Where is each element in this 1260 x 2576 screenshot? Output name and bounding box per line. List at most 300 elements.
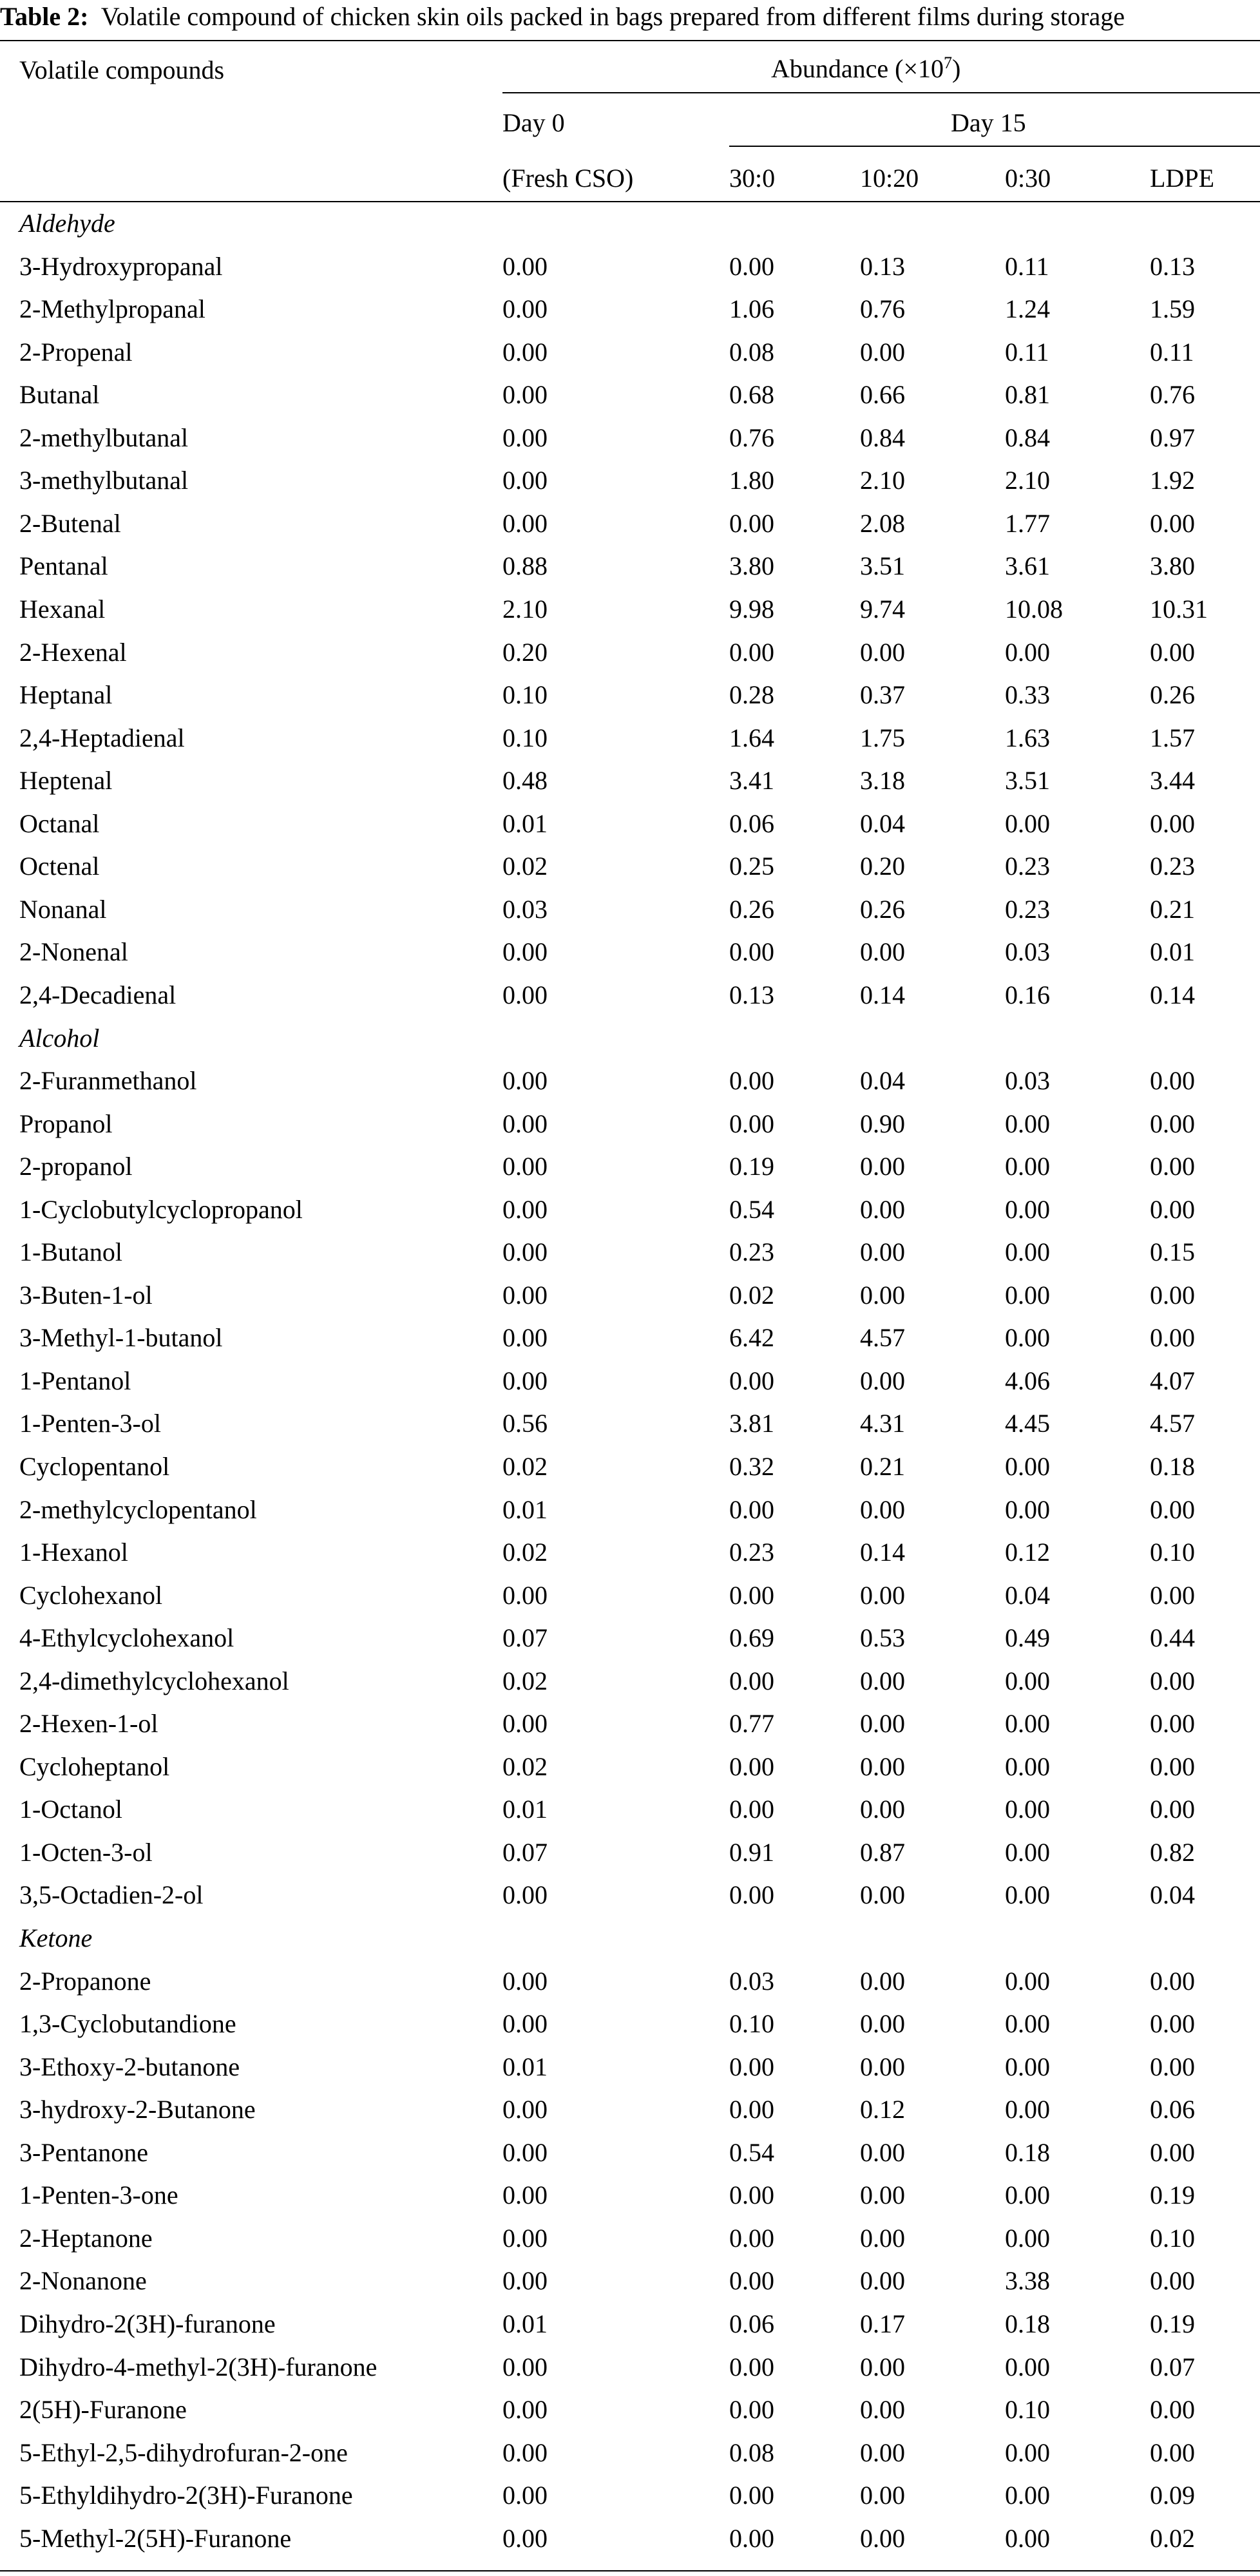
- abundance-rule: [502, 92, 1260, 93]
- value-day0: 0.00: [502, 2266, 548, 2296]
- value-30-0: 0.00: [729, 2481, 774, 2510]
- compound-name: 2-Butenal: [19, 508, 121, 538]
- value-10-20: 0.76: [860, 294, 905, 324]
- value-0-30: 0.18: [1005, 2309, 1050, 2338]
- value-30-0: 1.80: [729, 466, 774, 495]
- value-30-0: 0.00: [729, 1880, 774, 1910]
- compound-name: Heptenal: [19, 766, 113, 796]
- value-10-20: 0.00: [860, 2223, 905, 2253]
- value-ldpe: 0.11: [1150, 337, 1194, 367]
- value-0-30: 4.06: [1005, 1366, 1050, 1395]
- compound-name: 2-Methylpropanal: [19, 294, 205, 324]
- value-30-0: 0.91: [729, 1837, 774, 1867]
- value-day0: 0.00: [502, 294, 548, 324]
- col-header-day0: Day 0: [502, 108, 565, 137]
- value-ldpe: 0.00: [1150, 1666, 1195, 1695]
- value-10-20: 0.00: [860, 1152, 905, 1181]
- value-10-20: 2.10: [860, 466, 905, 495]
- value-0-30: 0.11: [1005, 251, 1049, 281]
- value-10-20: 0.04: [860, 808, 905, 838]
- compound-name: Octanal: [19, 808, 100, 838]
- value-0-30: 0.00: [1005, 1237, 1050, 1267]
- value-30-0: 3.81: [729, 1409, 774, 1438]
- value-day0: 0.88: [502, 551, 548, 581]
- value-30-0: 0.00: [729, 2395, 774, 2424]
- value-0-30: 0.12: [1005, 1538, 1050, 1567]
- compound-name: 2-Heptanone: [19, 2223, 153, 2253]
- value-10-20: 0.17: [860, 2309, 905, 2338]
- value-30-0: 0.03: [729, 1966, 774, 1996]
- value-ldpe: 3.44: [1150, 766, 1195, 796]
- compound-name: 2-Furanmethanol: [19, 1066, 197, 1095]
- value-10-20: 0.14: [860, 1538, 905, 1567]
- value-10-20: 0.00: [860, 1280, 905, 1310]
- value-0-30: 0.11: [1005, 337, 1049, 367]
- value-10-20: 0.00: [860, 1237, 905, 1267]
- value-0-30: 0.23: [1005, 894, 1050, 924]
- value-ldpe: 0.01: [1150, 937, 1195, 967]
- value-0-30: 0.00: [1005, 1451, 1050, 1481]
- value-ldpe: 1.92: [1150, 466, 1195, 495]
- value-day0: 0.00: [502, 937, 548, 967]
- col-header-fresh: (Fresh CSO): [502, 164, 634, 193]
- value-ldpe: 0.00: [1150, 1280, 1195, 1310]
- compound-name: Octenal: [19, 852, 100, 881]
- col-header-ldpe: LDPE: [1150, 164, 1214, 193]
- value-day0: 0.07: [502, 1837, 548, 1867]
- value-day0: 0.00: [502, 337, 548, 367]
- value-0-30: 0.49: [1005, 1623, 1050, 1653]
- value-30-0: 3.41: [729, 766, 774, 796]
- value-day0: 0.00: [502, 2438, 548, 2467]
- compound-name: 2,4-Heptadienal: [19, 723, 185, 752]
- compound-name: 4-Ethylcyclohexanol: [19, 1623, 234, 1653]
- value-day0: 0.00: [502, 1880, 548, 1910]
- value-day0: 0.00: [502, 1109, 548, 1138]
- value-30-0: 0.25: [729, 852, 774, 881]
- compound-name: 1-Octanol: [19, 1795, 122, 1824]
- value-10-20: 0.66: [860, 380, 905, 410]
- value-ldpe: 0.76: [1150, 380, 1195, 410]
- category-label: Alcohol: [19, 1023, 100, 1053]
- value-10-20: 0.12: [860, 2095, 905, 2124]
- value-30-0: 0.10: [729, 2009, 774, 2039]
- value-ldpe: 0.10: [1150, 2223, 1195, 2253]
- col-header-day15: Day 15: [951, 108, 1026, 137]
- value-10-20: 0.00: [860, 2052, 905, 2081]
- value-30-0: 0.06: [729, 808, 774, 838]
- compound-name: 1-Butanol: [19, 1237, 122, 1267]
- value-0-30: 1.24: [1005, 294, 1050, 324]
- value-30-0: 0.26: [729, 894, 774, 924]
- value-day0: 0.00: [502, 2352, 548, 2381]
- value-0-30: 0.00: [1005, 1109, 1050, 1138]
- value-0-30: 0.00: [1005, 1751, 1050, 1781]
- value-day0: 0.00: [502, 980, 548, 1009]
- compound-name: 3,5-Octadien-2-ol: [19, 1880, 204, 1910]
- value-10-20: 0.00: [860, 2395, 905, 2424]
- value-day0: 0.00: [502, 466, 548, 495]
- value-day0: 0.00: [502, 1237, 548, 1267]
- value-ldpe: 4.07: [1150, 1366, 1195, 1395]
- value-10-20: 0.00: [860, 1966, 905, 1996]
- value-ldpe: 0.19: [1150, 2180, 1195, 2210]
- header-rule: [0, 201, 1260, 202]
- value-day0: 0.00: [502, 2009, 548, 2039]
- value-0-30: 0.00: [1005, 1880, 1050, 1910]
- compound-name: 2-Propenal: [19, 337, 133, 367]
- value-day0: 0.00: [502, 2095, 548, 2124]
- value-day0: 0.10: [502, 680, 548, 709]
- value-10-20: 0.00: [860, 2137, 905, 2167]
- value-10-20: 0.00: [860, 1709, 905, 1739]
- compound-name: 2(5H)-Furanone: [19, 2395, 187, 2424]
- value-30-0: 0.00: [729, 2180, 774, 2210]
- value-day0: 0.02: [502, 1751, 548, 1781]
- compound-name: 2,4-Decadienal: [19, 980, 177, 1009]
- value-ldpe: 0.07: [1150, 2352, 1195, 2381]
- value-ldpe: 0.97: [1150, 423, 1195, 452]
- value-0-30: 0.00: [1005, 1709, 1050, 1739]
- value-ldpe: 10.31: [1150, 594, 1208, 624]
- value-0-30: 0.00: [1005, 1152, 1050, 1181]
- value-0-30: 0.00: [1005, 2223, 1050, 2253]
- value-0-30: 0.10: [1005, 2395, 1050, 2424]
- value-30-0: 0.00: [729, 2352, 774, 2381]
- compound-name: Pentanal: [19, 551, 108, 581]
- value-10-20: 4.57: [860, 1323, 905, 1353]
- compound-name: 2,4-dimethylcyclohexanol: [19, 1666, 289, 1695]
- value-0-30: 0.81: [1005, 380, 1050, 410]
- value-ldpe: 0.09: [1150, 2481, 1195, 2510]
- value-10-20: 0.00: [860, 1194, 905, 1224]
- value-ldpe: 0.04: [1150, 1880, 1195, 1910]
- value-30-0: 0.00: [729, 251, 774, 281]
- value-10-20: 0.00: [860, 2180, 905, 2210]
- value-day0: 0.00: [502, 1966, 548, 1996]
- value-10-20: 0.37: [860, 680, 905, 709]
- category-label: Ketone: [19, 1923, 93, 1952]
- col-header-10-20: 10:20: [860, 164, 919, 193]
- value-30-0: 3.80: [729, 551, 774, 581]
- value-30-0: 9.98: [729, 594, 774, 624]
- value-day0: 0.00: [502, 1194, 548, 1224]
- value-30-0: 0.00: [729, 1109, 774, 1138]
- value-ldpe: 0.15: [1150, 1237, 1195, 1267]
- value-10-20: 0.26: [860, 894, 905, 924]
- value-day0: 0.00: [502, 1366, 548, 1395]
- value-10-20: 0.00: [860, 1494, 905, 1524]
- value-30-0: 0.02: [729, 1280, 774, 1310]
- compound-name: 2-Hexenal: [19, 637, 127, 667]
- value-day0: 0.00: [502, 508, 548, 538]
- value-10-20: 0.00: [860, 1366, 905, 1395]
- compound-name: Propanol: [19, 1109, 113, 1138]
- value-day0: 0.00: [502, 2180, 548, 2210]
- compound-name: 2-Propanone: [19, 1966, 151, 1996]
- value-30-0: 0.00: [729, 2266, 774, 2296]
- value-0-30: 0.00: [1005, 1666, 1050, 1695]
- value-10-20: 0.00: [860, 1751, 905, 1781]
- value-0-30: 1.77: [1005, 508, 1050, 538]
- value-30-0: 0.00: [729, 1066, 774, 1095]
- value-10-20: 0.00: [860, 337, 905, 367]
- value-10-20: 0.87: [860, 1837, 905, 1867]
- value-day0: 0.01: [502, 2309, 548, 2338]
- value-30-0: 0.00: [729, 1580, 774, 1610]
- value-ldpe: 0.00: [1150, 2052, 1195, 2081]
- value-30-0: 0.13: [729, 980, 774, 1009]
- value-day0: 0.00: [502, 1580, 548, 1610]
- value-day0: 0.00: [502, 423, 548, 452]
- value-10-20: 0.00: [860, 937, 905, 967]
- value-0-30: 4.45: [1005, 1409, 1050, 1438]
- compound-name: Butanal: [19, 380, 100, 410]
- value-10-20: 1.75: [860, 723, 905, 752]
- value-30-0: 0.54: [729, 2137, 774, 2167]
- compound-name: 3-methylbutanal: [19, 466, 189, 495]
- day15-rule: [729, 146, 1260, 147]
- compound-name: Heptanal: [19, 680, 113, 709]
- compound-name: 2-methylbutanal: [19, 423, 189, 452]
- value-30-0: 0.00: [729, 1795, 774, 1824]
- value-ldpe: 0.00: [1150, 808, 1195, 838]
- value-ldpe: 0.00: [1150, 508, 1195, 538]
- value-0-30: 0.00: [1005, 2481, 1050, 2510]
- value-30-0: 0.28: [729, 680, 774, 709]
- value-10-20: 0.00: [860, 637, 905, 667]
- value-day0: 0.01: [502, 1795, 548, 1824]
- value-day0: 0.00: [502, 1152, 548, 1181]
- value-0-30: 0.00: [1005, 1280, 1050, 1310]
- value-10-20: 0.00: [860, 1666, 905, 1695]
- value-30-0: 0.68: [729, 380, 774, 410]
- value-day0: 0.00: [502, 2137, 548, 2167]
- value-ldpe: 4.57: [1150, 1409, 1195, 1438]
- value-day0: 0.01: [502, 808, 548, 838]
- value-ldpe: 0.21: [1150, 894, 1195, 924]
- value-day0: 0.00: [502, 2395, 548, 2424]
- value-10-20: 0.00: [860, 2523, 905, 2553]
- compound-name: 1,3-Cyclobutandione: [19, 2009, 236, 2039]
- value-day0: 0.02: [502, 1666, 548, 1695]
- table-caption: [0, 0, 1260, 36]
- value-day0: 0.20: [502, 637, 548, 667]
- value-0-30: 0.00: [1005, 637, 1050, 667]
- value-10-20: 0.00: [860, 2481, 905, 2510]
- value-day0: 0.00: [502, 2481, 548, 2510]
- value-10-20: 0.21: [860, 1451, 905, 1481]
- value-ldpe: 0.00: [1150, 2266, 1195, 2296]
- value-ldpe: 0.44: [1150, 1623, 1195, 1653]
- compound-name: 2-Hexen-1-ol: [19, 1709, 158, 1739]
- bottom-rule: [0, 2570, 1260, 2571]
- value-0-30: 0.16: [1005, 980, 1050, 1009]
- compound-name: 2-methylcyclopentanol: [19, 1494, 257, 1524]
- value-ldpe: 0.06: [1150, 2095, 1195, 2124]
- value-10-20: 0.00: [860, 1795, 905, 1824]
- value-30-0: 0.00: [729, 2095, 774, 2124]
- value-0-30: 1.63: [1005, 723, 1050, 752]
- compound-name: 1-Octen-3-ol: [19, 1837, 153, 1867]
- compound-name: Dihydro-2(3H)-furanone: [19, 2309, 276, 2338]
- value-ldpe: 0.18: [1150, 1451, 1195, 1481]
- compound-name: 1-Cyclobutylcyclopropanol: [19, 1194, 303, 1224]
- value-ldpe: 0.00: [1150, 1109, 1195, 1138]
- value-0-30: 0.00: [1005, 2180, 1050, 2210]
- top-rule: [0, 40, 1260, 41]
- value-day0: 0.02: [502, 852, 548, 881]
- value-0-30: 0.04: [1005, 1580, 1050, 1610]
- value-30-0: 0.69: [729, 1623, 774, 1653]
- value-30-0: 0.00: [729, 1666, 774, 1695]
- value-10-20: 0.14: [860, 980, 905, 1009]
- value-ldpe: 0.14: [1150, 980, 1195, 1009]
- compound-name: 2-Nonenal: [19, 937, 128, 967]
- compound-name: 3-Hydroxypropanal: [19, 251, 223, 281]
- value-day0: 0.00: [502, 380, 548, 410]
- value-day0: 0.00: [502, 1323, 548, 1353]
- compound-name: 3-hydroxy-2-Butanone: [19, 2095, 256, 2124]
- value-ldpe: 0.00: [1150, 2395, 1195, 2424]
- value-10-20: 0.90: [860, 1109, 905, 1138]
- value-0-30: 0.33: [1005, 680, 1050, 709]
- value-10-20: 9.74: [860, 594, 905, 624]
- category-label: Aldehyde: [19, 209, 115, 238]
- value-30-0: 0.23: [729, 1538, 774, 1567]
- value-0-30: 0.03: [1005, 937, 1050, 967]
- value-30-0: 0.23: [729, 1237, 774, 1267]
- value-ldpe: 0.00: [1150, 2009, 1195, 2039]
- value-ldpe: 0.00: [1150, 1066, 1195, 1095]
- value-10-20: 2.08: [860, 508, 905, 538]
- table-label: Table 2:: [0, 2, 89, 31]
- value-ldpe: 0.00: [1150, 1795, 1195, 1824]
- value-0-30: 0.00: [1005, 2438, 1050, 2467]
- value-ldpe: 0.19: [1150, 2309, 1195, 2338]
- value-10-20: 0.84: [860, 423, 905, 452]
- value-10-20: 0.00: [860, 1580, 905, 1610]
- value-10-20: 3.51: [860, 551, 905, 581]
- value-0-30: 0.00: [1005, 1837, 1050, 1867]
- value-day0: 0.00: [502, 251, 548, 281]
- value-ldpe: 0.00: [1150, 637, 1195, 667]
- value-0-30: 0.00: [1005, 1194, 1050, 1224]
- value-ldpe: 3.80: [1150, 551, 1195, 581]
- value-day0: 0.00: [502, 1709, 548, 1739]
- compound-name: 1-Penten-3-ol: [19, 1409, 161, 1438]
- value-ldpe: 0.00: [1150, 1323, 1195, 1353]
- value-day0: 0.48: [502, 766, 548, 796]
- value-day0: 0.56: [502, 1409, 548, 1438]
- compound-name: 3-Ethoxy-2-butanone: [19, 2052, 240, 2081]
- compound-name: Hexanal: [19, 594, 106, 624]
- value-30-0: 0.00: [729, 2523, 774, 2553]
- value-day0: 0.10: [502, 723, 548, 752]
- value-day0: 0.00: [502, 2223, 548, 2253]
- value-30-0: 0.00: [729, 1751, 774, 1781]
- value-30-0: 0.00: [729, 1494, 774, 1524]
- value-0-30: 0.00: [1005, 2352, 1050, 2381]
- value-day0: 0.03: [502, 894, 548, 924]
- value-10-20: 4.31: [860, 1409, 905, 1438]
- value-10-20: 0.13: [860, 251, 905, 281]
- value-30-0: 0.00: [729, 508, 774, 538]
- value-30-0: 0.06: [729, 2309, 774, 2338]
- value-0-30: 0.84: [1005, 423, 1050, 452]
- value-30-0: 0.32: [729, 1451, 774, 1481]
- value-ldpe: 0.00: [1150, 1580, 1195, 1610]
- value-ldpe: 0.23: [1150, 852, 1195, 881]
- value-ldpe: 0.00: [1150, 1152, 1195, 1181]
- value-10-20: 0.00: [860, 2266, 905, 2296]
- value-30-0: 0.08: [729, 2438, 774, 2467]
- value-ldpe: 0.13: [1150, 251, 1195, 281]
- value-ldpe: 0.00: [1150, 1494, 1195, 1524]
- value-ldpe: 0.02: [1150, 2523, 1195, 2553]
- value-10-20: 0.00: [860, 2438, 905, 2467]
- value-ldpe: 0.00: [1150, 2137, 1195, 2167]
- value-0-30: 3.38: [1005, 2266, 1050, 2296]
- value-30-0: 0.00: [729, 937, 774, 967]
- value-day0: 0.00: [502, 1280, 548, 1310]
- value-10-20: 0.04: [860, 1066, 905, 1095]
- value-ldpe: 1.57: [1150, 723, 1195, 752]
- compound-name: 5-Ethyl-2,5-dihydrofuran-2-one: [19, 2438, 348, 2467]
- value-30-0: 0.77: [729, 1709, 774, 1739]
- col-header-abundance: Abundance $(\times 10^7)$: [771, 53, 961, 83]
- col-header-0-30: 0:30: [1005, 164, 1051, 193]
- value-day0: 0.01: [502, 1494, 548, 1524]
- compound-name: 3-Pentanone: [19, 2137, 148, 2167]
- value-30-0: 0.76: [729, 423, 774, 452]
- compound-name: Cyclohexanol: [19, 1580, 163, 1610]
- compound-name: 3-Methyl-1-butanol: [19, 1323, 223, 1353]
- value-ldpe: 0.00: [1150, 1709, 1195, 1739]
- value-10-20: 0.00: [860, 2352, 905, 2381]
- value-0-30: 0.23: [1005, 852, 1050, 881]
- value-10-20: 0.00: [860, 2009, 905, 2039]
- value-day0: 0.00: [502, 1066, 548, 1095]
- compound-name: 5-Methyl-2(5H)-Furanone: [19, 2523, 292, 2553]
- value-0-30: 0.00: [1005, 2095, 1050, 2124]
- value-30-0: 0.00: [729, 2052, 774, 2081]
- value-day0: 2.10: [502, 594, 548, 624]
- value-0-30: 0.00: [1005, 2523, 1050, 2553]
- col-header-compound: Volatile compounds: [19, 55, 225, 84]
- value-30-0: 0.54: [729, 1194, 774, 1224]
- value-0-30: 0.00: [1005, 808, 1050, 838]
- value-0-30: 2.10: [1005, 466, 1050, 495]
- value-30-0: 0.00: [729, 637, 774, 667]
- value-0-30: 0.00: [1005, 2009, 1050, 2039]
- value-10-20: 0.20: [860, 852, 905, 881]
- value-30-0: 0.00: [729, 2223, 774, 2253]
- table-title: Volatile compound of chicken skin oils packed in bags prepared from different films during storage: [100, 2, 1125, 31]
- value-0-30: 0.00: [1005, 1795, 1050, 1824]
- value-day0: 0.02: [502, 1451, 548, 1481]
- value-0-30: 0.00: [1005, 2052, 1050, 2081]
- value-0-30: 3.61: [1005, 551, 1050, 581]
- value-0-30: 0.00: [1005, 1494, 1050, 1524]
- value-ldpe: 0.26: [1150, 680, 1195, 709]
- value-day0: 0.00: [502, 2523, 548, 2553]
- value-ldpe: 0.00: [1150, 1194, 1195, 1224]
- value-10-20: 0.00: [860, 1880, 905, 1910]
- compound-name: 3-Buten-1-ol: [19, 1280, 153, 1310]
- value-0-30: 3.51: [1005, 766, 1050, 796]
- value-30-0: 6.42: [729, 1323, 774, 1353]
